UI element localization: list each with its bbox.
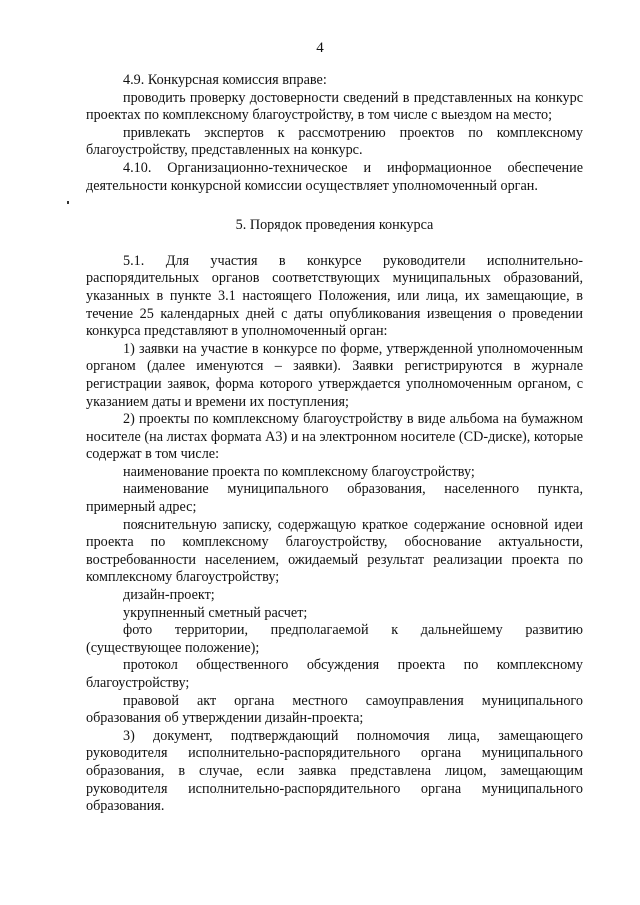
page-number: 4 — [316, 40, 324, 56]
paragraph-verify: проводить проверку достоверности сведений в представленных на конкурс проектах по комплексному благоустройству, в том числе с выездом на место; — [86, 89, 583, 124]
paragraph-item-1: 1) заявки на участие в конкурсе по форме, утвержденной уполномоченным органом (далее именуются – заявки). Заявки регистрируются в журнале регистрации заявок, форма которого утверждается уполномоченным органом, с указанием даты и времени их поступления; — [86, 340, 583, 410]
list-item-explanatory-note: пояснительную записку, содержащую краткое содержание основной идеи проекта по комплексному благоустройству, обоснование актуальности, востребованности населением, ожидаемый результат реализации проекта по комплексному благоустройству; — [86, 516, 583, 586]
paragraph-experts: привлекать экспертов к рассмотрению проектов по комплексному благоустройству, представленных на конкурс. — [86, 124, 583, 159]
list-item-legal-act: правовой акт органа местного самоуправления муниципального образования об утверждении дизайн-проекта; — [86, 692, 583, 727]
list-item-project-name: наименование проекта по комплексному благоустройству; — [123, 463, 475, 480]
paragraph-item-2: 2) проекты по комплексному благоустройству в виде альбома на бумажном носителе (на листах формата А3) и на электронном носителе (CD-диске), которые содержат в том числе: — [86, 411, 583, 463]
list-item-municipality: наименование муниципального образования, населенного пункта, примерный адрес; — [86, 481, 583, 516]
list-item-cost-estimate: укрупненный сметный расчет; — [123, 604, 308, 621]
section-heading: 5. Порядок проведения конкурса — [235, 217, 434, 234]
list-item-discussion-protocol: протокол общественного обсуждения проекта по комплексному благоустройству; — [86, 657, 583, 691]
list-item-design-project: дизайн-проект; — [123, 587, 215, 604]
paragraph-4-9: 4.9. Конкурсная комиссия вправе: — [123, 72, 327, 88]
scan-artifact-mark — [67, 201, 69, 204]
list-item-territory-photo: фото территории, предполагаемой к дальнейшему развитию (существующее положение); — [86, 622, 583, 656]
paragraph-5-1: 5.1. Для участия в конкурсе руководители исполнительно-распорядительных органов соответствующих муниципальных образований, указанных в пункте 3.1 настоящего Положения, или лица, их замещающие, в течение 25 календарных дней с даты опубликования извещения о проведении конкурса представляют в уполномоченный орган: — [86, 252, 583, 340]
paragraph-item-3: 3) документ, подтверждающий полномочия лица, замещающего руководителя исполнительно-распорядительного органа муниципального образования, в случае, если заявка представлена лицом, замещающим руководителя исполнительно-распорядительного органа муниципального образования. — [86, 727, 583, 815]
paragraph-4-10: 4.10. Организационно-техническое и информационное обеспечение деятельности конкурсной комиссии осуществляет уполномоченный орган. — [86, 159, 583, 194]
document-body — [86, 72, 583, 816]
